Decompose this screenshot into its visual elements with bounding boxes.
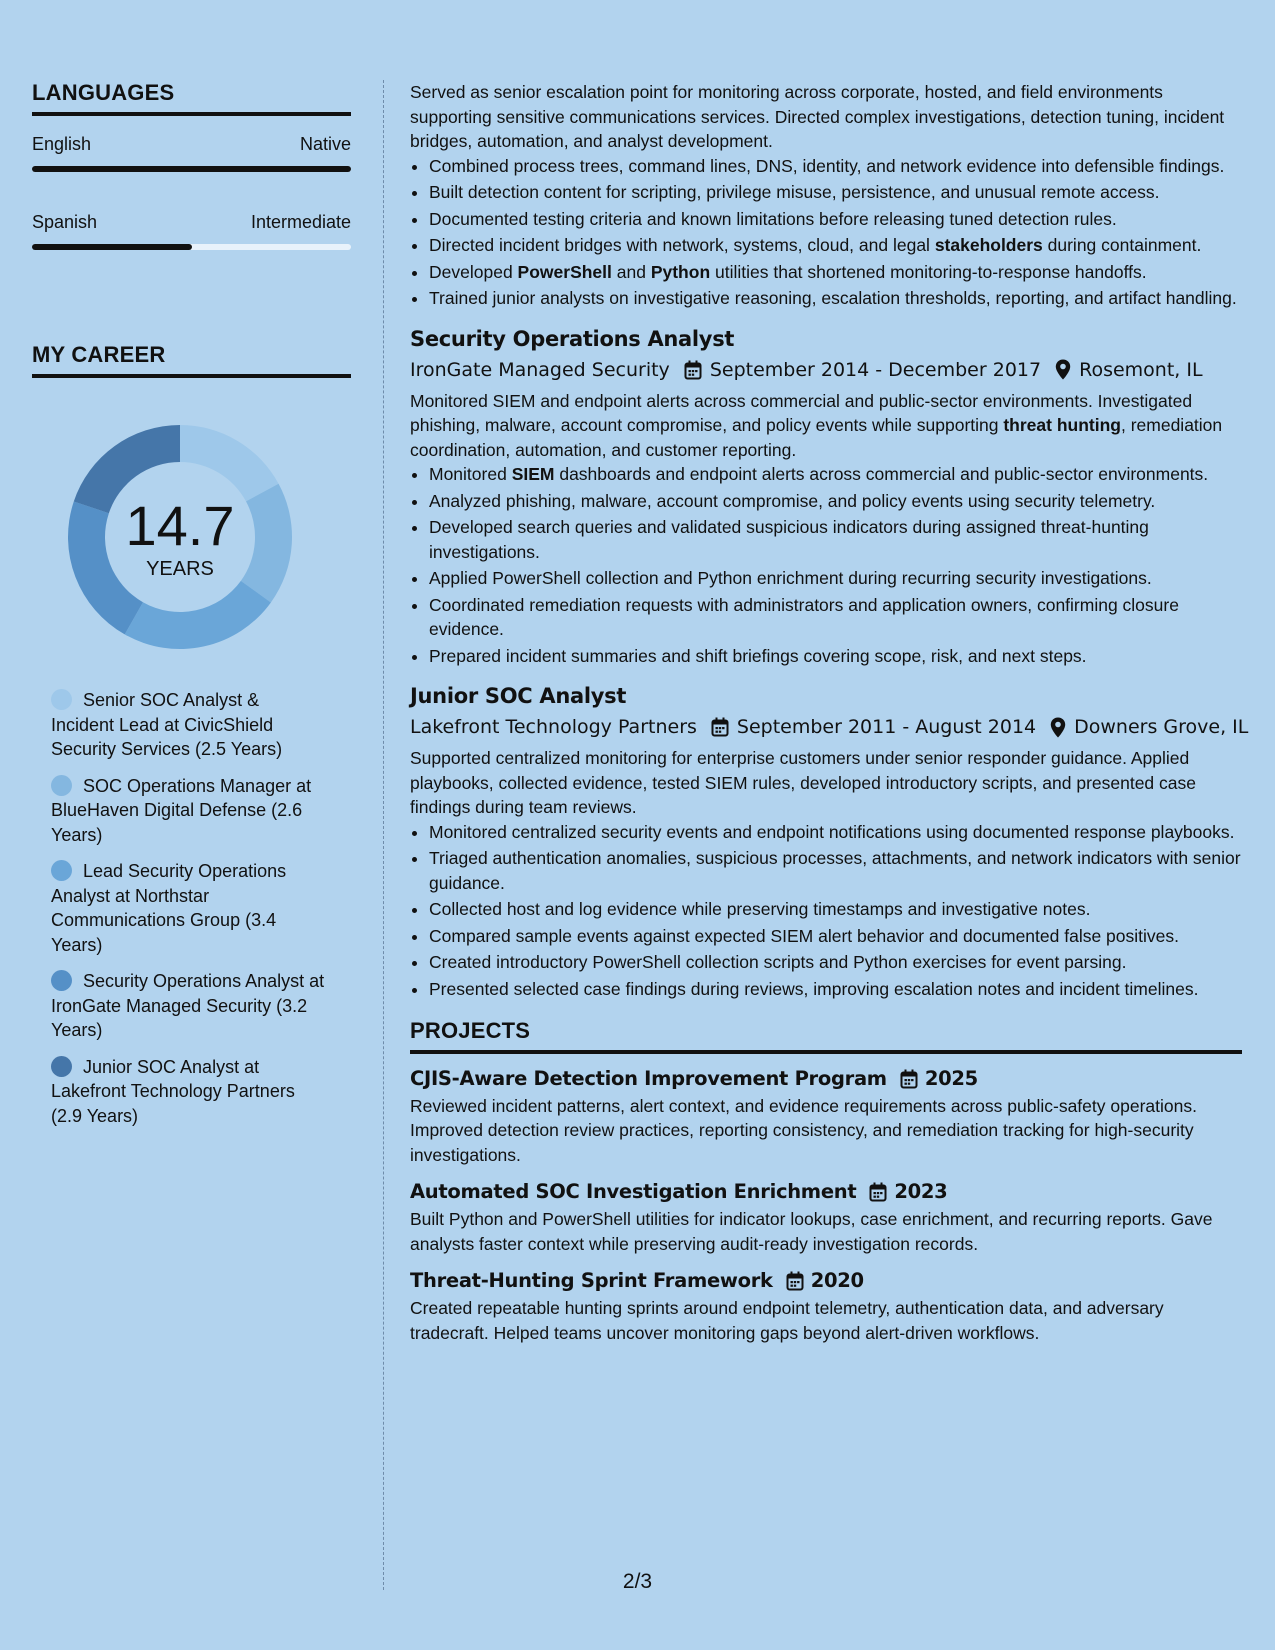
project-title: Automated SOC Investigation Enrichment <box>410 1180 857 1203</box>
role-bullets <box>410 154 1242 311</box>
location-pin-icon <box>1055 359 1071 380</box>
language-proficiency-fill <box>32 244 192 250</box>
job-company: Lakefront Technology Partners <box>410 716 697 738</box>
job-meta <box>410 356 1242 384</box>
project-year: 2025 <box>924 1066 978 1090</box>
career-donut-chart <box>65 422 295 652</box>
legend-label: SOC Operations Manager at BlueHaven Digital Defense (2.6 Years) <box>51 775 312 845</box>
project-entry <box>410 1064 1242 1168</box>
language-english <box>32 134 351 172</box>
main-column <box>410 80 1249 1345</box>
career-title: MY CAREER <box>32 342 351 378</box>
job-bullets <box>410 820 1242 1002</box>
project-description: Reviewed incident patterns, alert context, and evidence requirements across public-safety operations. Improved detection review practices, reporting consistency, and remediation tracking for high-security investigations. <box>410 1095 1197 1165</box>
job-location: Downers Grove, IL <box>1074 716 1249 738</box>
calendar-icon <box>869 1182 887 1202</box>
bullet-item: • Developed search queries and validated suspicious indicators during assigned threat-hunting investigations. <box>429 515 1242 564</box>
bullet-item: • Triaged authentication anomalies, suspicious processes, attachments, and network indicators with senior guidance. <box>429 846 1242 895</box>
language-level: Intermediate <box>250 212 351 232</box>
job-summary: Supported centralized monitoring for enterprise customers under senior responder guidance. Applied playbooks, collected evidence, tested SIEM rules, developed introductory scripts, and presented case findings during team reviews. <box>410 748 1196 817</box>
bullet-item: • Applied PowerShell collection and Python enrichment during recurring security investigations. <box>429 566 1242 591</box>
bullet-item: • Monitored centralized security events and endpoint notifications using documented response playbooks. <box>429 820 1242 845</box>
calendar-icon <box>786 1271 804 1291</box>
location-pin-icon <box>1050 717 1066 738</box>
career-legend <box>51 688 326 1128</box>
project-year: 2023 <box>894 1180 948 1203</box>
project-entry <box>410 1266 1242 1345</box>
legend-swatch <box>51 689 72 710</box>
career-legend-item <box>51 859 326 957</box>
career-total-value: 14.7 <box>125 493 235 557</box>
bullet-item: • Created introductory PowerShell collection scripts and Python exercises for event parsing. <box>429 950 1242 975</box>
calendar-icon <box>684 360 702 380</box>
bullet-item: • Built detection content for scripting, privilege misuse, persistence, and unusual remote access. <box>429 180 1242 205</box>
bullet-item: • Developed PowerShell and Python utilities that shortened monitoring-to-response handoffs. <box>429 260 1242 285</box>
legend-swatch <box>51 860 72 881</box>
legend-label: Security Operations Analyst at IronGate Managed Security (3.2 Years) <box>51 971 325 1040</box>
job-title: Security Operations Analyst <box>410 326 735 351</box>
role-intro <box>410 80 1242 311</box>
language-spanish <box>32 212 351 250</box>
legend-label: Lead Security Operations Analyst at Northstar Communications Group (3.4 Years) <box>51 861 287 955</box>
bullet-item: • Documented testing criteria and known limitations before releasing tuned detection rules. <box>429 207 1242 232</box>
language-name: English <box>32 134 92 154</box>
job-entry <box>410 325 1242 669</box>
job-dates: September 2011 - August 2014 <box>736 716 1037 738</box>
career-legend-item <box>51 688 326 762</box>
project-description: Created repeatable hunting sprints around endpoint telemetry, authentication data, and adversary tradecraft. Helped teams uncover monitoring gaps beyond alert-driven workflows. <box>410 1298 1164 1343</box>
job-summary: Monitored SIEM and endpoint alerts across commercial and public-sector environments. Investigated phishing, malware, account compromise, and policy events while supporting threat hunting, remediation coordination, automation, and customer reporting. <box>410 390 1223 460</box>
legend-label: Senior SOC Analyst & Incident Lead at CivicShield Security Services (2.5 Years) <box>51 690 283 759</box>
bullet-item: • Trained junior analysts on investigative reasoning, escalation thresholds, reporting, and artifact handling. <box>429 286 1242 311</box>
job-company: IronGate Managed Security <box>410 358 670 381</box>
language-name: Spanish <box>32 212 98 232</box>
bullet-item: • Coordinated remediation requests with administrators and application owners, confirming closure evidence. <box>429 593 1242 642</box>
career-legend-item <box>51 1055 326 1129</box>
legend-swatch <box>51 775 72 796</box>
project-entry <box>410 1177 1242 1256</box>
bullet-item: • Directed incident bridges with network, systems, cloud, and legal stakeholders during containment. <box>429 233 1242 258</box>
legend-swatch <box>51 1056 72 1077</box>
legend-label: Junior SOC Analyst at Lakefront Technology Partners (2.9 Years) <box>51 1056 295 1126</box>
job-dates: September 2014 - December 2017 <box>709 358 1042 381</box>
bullet-item: • Compared sample events against expected SIEM alert behavior and documented false positives. <box>429 924 1242 949</box>
job-location: Rosemont, IL <box>1079 358 1203 381</box>
career-legend-item <box>51 774 326 848</box>
calendar-icon <box>711 717 729 737</box>
role-summary: Served as senior escalation point for monitoring across corporate, hosted, and field environments supporting sensitive communications services. Directed complex investigations, detection tuning, incident bridges, automation, and analyst development. <box>410 82 1225 151</box>
bullet-item: • Presented selected case findings during reviews, improving escalation notes and incident timelines. <box>429 977 1242 1002</box>
calendar-icon <box>900 1069 918 1089</box>
sidebar <box>32 80 351 1140</box>
bullet-item: • Monitored SIEM dashboards and endpoint alerts across commercial and public-sector environments. <box>429 462 1242 487</box>
career-legend-item <box>51 969 326 1043</box>
language-level: Native <box>299 134 351 154</box>
projects-title: PROJECTS <box>410 1019 1242 1054</box>
language-proficiency-bar <box>32 166 351 172</box>
page-number: 2/3 <box>622 1570 653 1593</box>
job-title: Junior SOC Analyst <box>410 684 627 708</box>
bullet-item: • Analyzed phishing, malware, account compromise, and policy events using security telemetry. <box>429 489 1242 514</box>
project-description: Built Python and PowerShell utilities for indicator lookups, case enrichment, and recurring reports. Gave analysts faster context while preserving audit-ready investigation records. <box>410 1209 1213 1254</box>
bullet-item: • Combined process trees, command lines, DNS, identity, and network evidence into defensible findings. <box>429 154 1242 179</box>
project-title: Threat-Hunting Sprint Framework <box>410 1269 773 1292</box>
language-proficiency-bar <box>32 244 351 250</box>
language-proficiency-fill <box>32 166 351 172</box>
bullet-item: • Collected host and log evidence while preserving timestamps and investigative notes. <box>429 897 1242 922</box>
job-bullets <box>410 462 1242 668</box>
column-divider <box>383 80 384 1590</box>
bullet-item: • Prepared incident summaries and shift briefings covering scope, risk, and next steps. <box>429 644 1242 669</box>
project-year: 2020 <box>810 1269 864 1292</box>
job-entry <box>410 682 1249 1001</box>
career-total-unit: YEARS <box>146 557 214 580</box>
legend-swatch <box>51 970 72 991</box>
languages-title: LANGUAGES <box>32 80 351 116</box>
job-meta <box>410 713 1249 741</box>
project-title: CJIS-Aware Detection Improvement Program <box>410 1066 887 1090</box>
